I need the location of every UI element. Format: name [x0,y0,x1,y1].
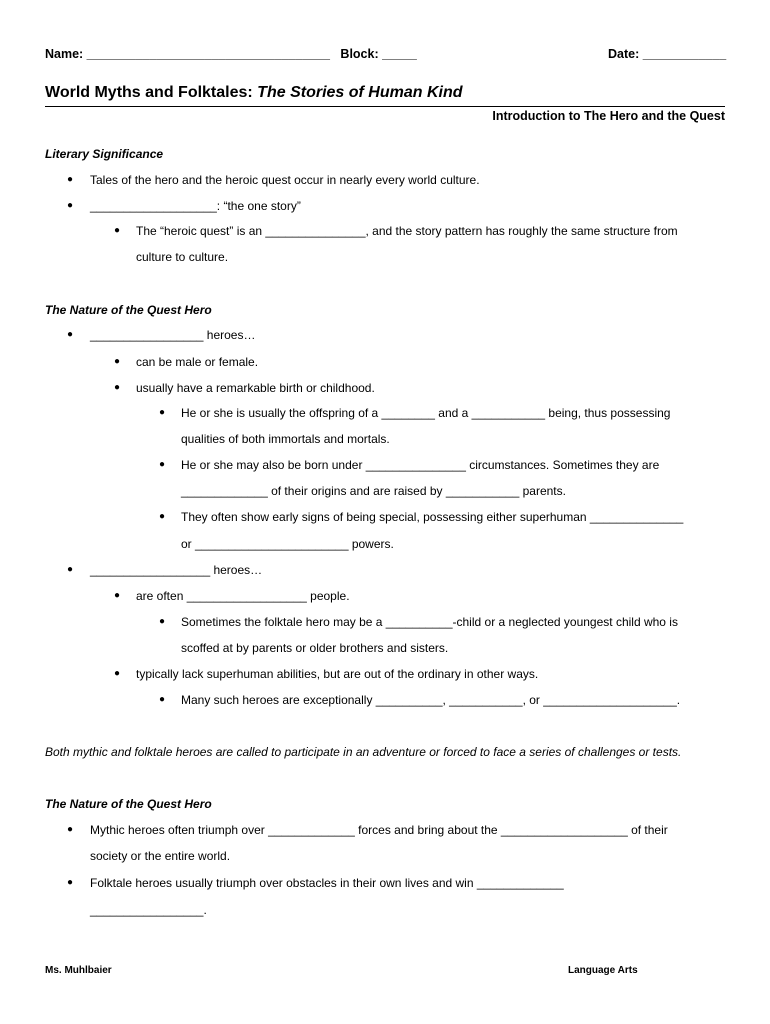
bullet-icon: ● [114,356,121,367]
bullet-icon: ● [159,407,166,418]
section-heading-literary-significance: Literary Significance [45,147,164,161]
list-item: __________________ heroes… [90,563,263,577]
bullet-icon: ● [67,877,74,888]
page-title-italic: The Stories of Human Kind [257,84,463,101]
section-heading-nature-of-quest-hero-2: The Nature of the Quest Hero [45,797,212,811]
bullet-icon: ● [159,459,166,470]
bullet-icon: ● [159,616,166,627]
list-item: Sometimes the folktale hero may be a __________-child or a neglected youngest child who is [181,615,678,629]
list-item: are often __________________ people. [136,589,350,603]
list-item: can be male or female. [136,355,259,369]
footer-subject: Language Arts [568,965,638,976]
list-item-continued: scoffed at by parents or older brothers and sisters. [181,641,449,655]
list-item: typically lack superhuman abilities, but are out of the ordinary in other ways. [136,667,539,681]
list-item-continued: culture to culture. [136,250,229,264]
list-item: Tales of the hero and the heroic quest occur in nearly every world culture. [90,173,480,187]
date-field[interactable]: Date: ____________ [608,47,727,61]
list-item: Many such heroes are exceptionally __________, ___________, or ____________________. [181,693,681,707]
bullet-icon: ● [114,668,121,679]
bullet-icon: ● [67,200,74,211]
page-title: World Myths and Folktales: [45,84,258,101]
section-heading-nature-of-quest-hero: The Nature of the Quest Hero [45,303,212,317]
italic-note: Both mythic and folktale heroes are called to participate in an adventure or forced to face a series of challenges or tests. [45,745,682,759]
list-item: The “heroic quest” is an _______________, and the story pattern has roughly the same structure from [136,224,678,238]
bullet-icon: ● [114,382,121,393]
bullet-icon: ● [67,329,74,340]
list-item: usually have a remarkable birth or childhood. [136,381,375,395]
list-item-continued: _____________ of their origins and are raised by ___________ parents. [181,484,566,498]
list-item-continued: _________________. [90,903,207,917]
list-item-continued: or _______________________ powers. [181,537,394,551]
bullet-icon: ● [159,694,166,705]
bullet-icon: ● [114,225,121,236]
list-item-continued: qualities of both immortals and mortals. [181,432,390,446]
bullet-icon: ● [114,590,121,601]
title-row [45,84,725,107]
list-item: ___________________: “the one story” [90,199,301,213]
bullet-icon: ● [159,511,166,522]
bullet-icon: ● [67,174,74,185]
list-item: He or she is usually the offspring of a ________ and a ___________ being, thus possessing [181,406,671,420]
list-item: They often show early signs of being special, possessing either superhuman ______________ [181,510,684,524]
list-item: _________________ heroes… [90,328,256,342]
bullet-icon: ● [67,564,74,575]
page-subtitle: Introduction to The Hero and the Quest [492,109,725,123]
bullet-icon: ● [67,824,74,835]
list-item: He or she may also be born under _______________ circumstances. Sometimes they are [181,458,660,472]
name-block-field[interactable]: Name: ___________________________________ Block: _____ [45,47,417,61]
footer-teacher: Ms. Muhlbaier [45,965,112,976]
list-item: Mythic heroes often triumph over _____________ forces and bring about the ___________________ of their [90,823,668,837]
list-item: Folktale heroes usually triumph over obstacles in their own lives and win _____________ [90,876,564,890]
list-item-continued: society or the entire world. [90,849,231,863]
